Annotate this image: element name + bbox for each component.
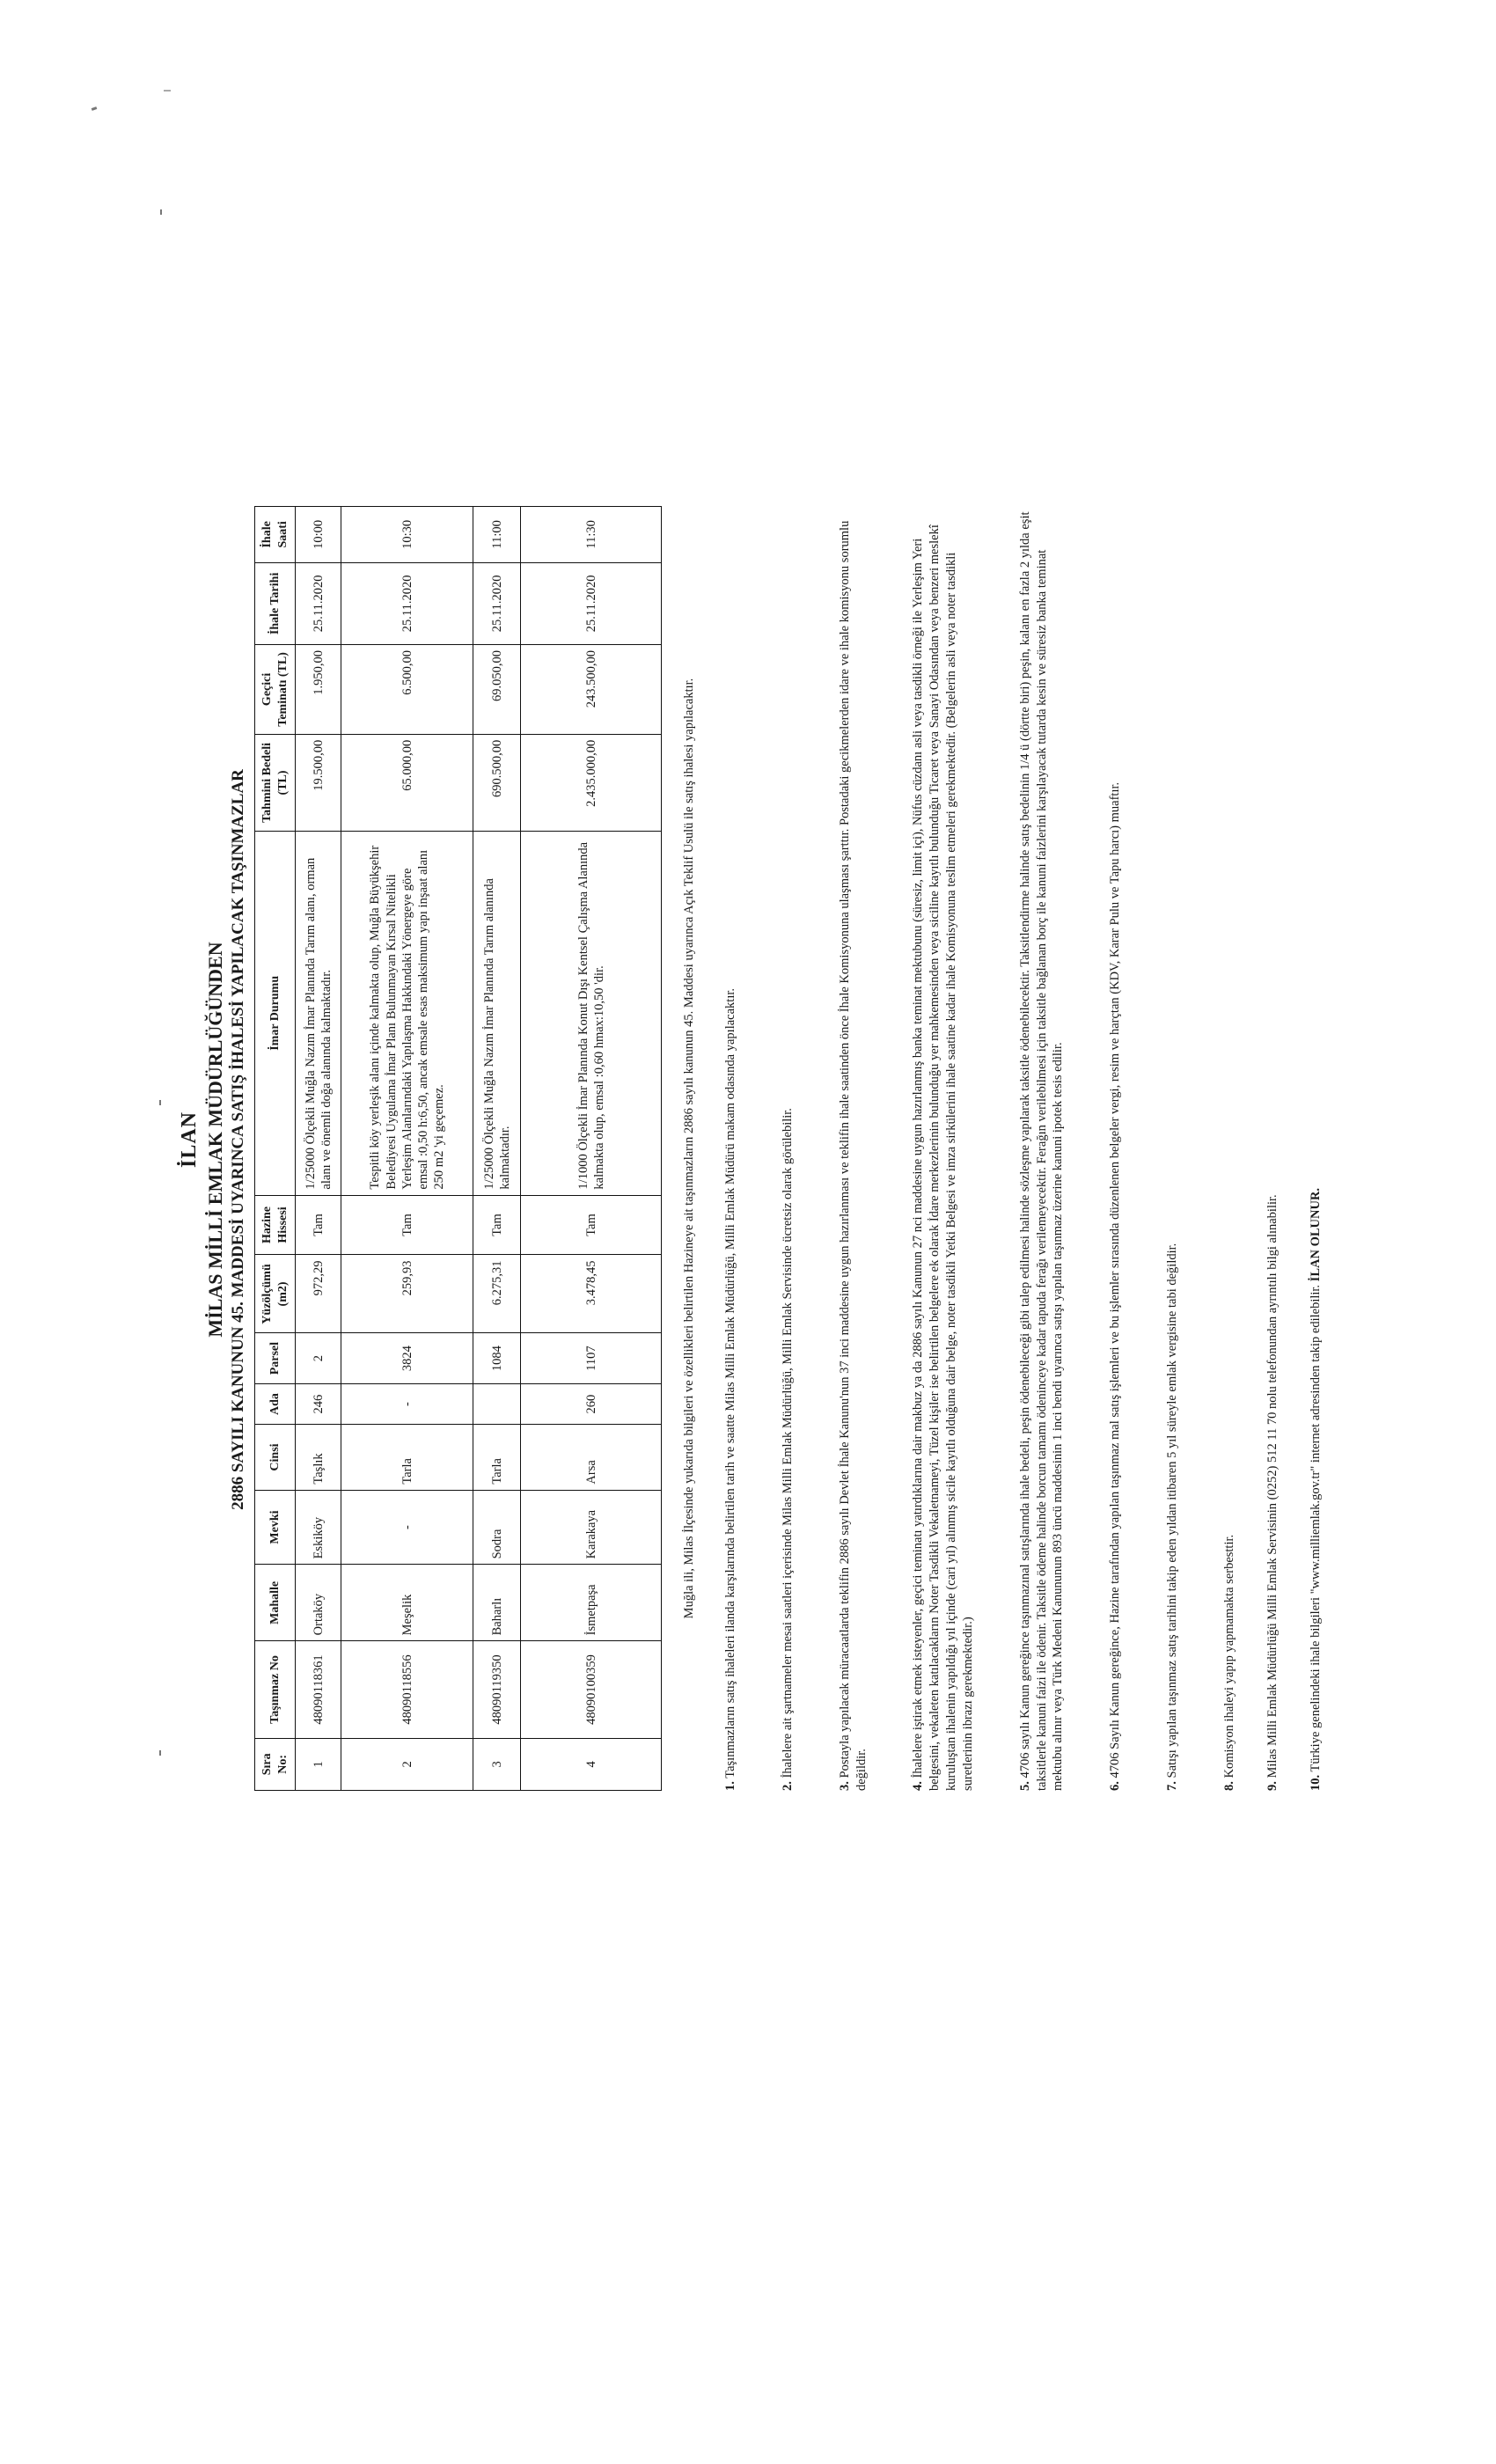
- cell-hisse: Tam: [341, 1195, 473, 1255]
- note-number: 2.: [780, 1781, 795, 1791]
- cell-tarih: 25.11.2020: [521, 562, 662, 644]
- cell-tasinmaz-no: 48090118556: [341, 1641, 473, 1738]
- cell-mahalle: Baharlı: [473, 1565, 521, 1641]
- scan-speck: [164, 90, 171, 92]
- cell-tasinmaz-no: 48090118361: [296, 1641, 341, 1738]
- cell-mahalle: Meşelik: [341, 1565, 473, 1641]
- cell-ada: [473, 1383, 521, 1425]
- col-tahmini-bedel: Tahmini Bedeli (TL): [255, 734, 296, 831]
- notes-intro: Muğla ili, Milas İlçesinde yukarıda bilgileri ve özellikleri belirtilen Hazineye ait taşınmazların 2886 sayılı kanunun 45. Maddesi uyarınca Açık Teklif Usulü ile satış ihalesi yapılacaktır.: [682, 678, 697, 1619]
- note-text: İhalelere iştirak etmek isteyenler, geçici teminatı yatırdıklarına dair makbuz ya da 2886 sayılı Kanunun 27 nci maddesine uygun hazırlanmış banka teminat mektubunu (süresiz, limit içi), Nüfus cüzdanı asli veya tasdikli örneği ile Yerleşim Yeri belgesini, vekaleten katılacakların Noter Tasdikli Vekaletnameyi, Tüzel kişiler ise belirtilen belgelere ek olarak İdare merkezlerinin bulunduğu yer mahkemesinden veya siciline kayıtlı bulunduğu Ticaret veya Sanayi Odasından veya benzeri meslekî kuruluştan ihalenin yapıldığı yıl içinde (cari yıl) alınmış sicile kayıtlı olduğuna dair belge, noter tasdikli Yetki Belgesi ve imza sirkülerini ihale saatine kadar ihale Komisyonuna teslim etmeleri gerekmektedir. (Belgelerin asli veya noter tasdikli suretlerinin ibrazı gerekmektedir.): [911, 524, 975, 1791]
- cell-sira: 1: [296, 1738, 341, 1790]
- note-text: İhalelere ait şartnameler mesai saatleri içerisinde Milas Milli Emlak Müdürlüğü, Milli Emlak Servisinde ücretsiz olarak görülebilir.: [780, 1108, 795, 1778]
- note-text: 4706 sayılı Kanun gereğince taşınmazınal satışlarında ihale bedeli, peşin ödenebileceği gibi talep edilmesi halinde sözleşme yapılarak taksitle ödenebilecektir. Taksitlendirme halinde satış bedelinin 1/4 ü (dörtte biri) peşin, kalanı en fazla 2 yılda eşit taksitlerle kanuni faizi ile ödenir. Taksitle ödeme halinde borcun tamamı ödeninceye kadar tapuda ferağı verilemeyecektir. Ferağın verilebilmesi için taksitle bağlanan borç ile kanuni faizlerini karşılayacak tutarda kesin ve süresiz banka teminat mektubu alınır veya Türk Medeni Kanununun 893 üncü maddesinin 1 inci bendi uyarınca satışı yapılan taşınmaz üzerine kanuni ipotek tesis edilir.: [1017, 511, 1066, 1791]
- scan-speck: [159, 1100, 161, 1105]
- cell-teminat: 69.050,00: [473, 645, 521, 735]
- note-text: Taşınmazların satış ihaleleri ilanda karşılarında belirtilen tarih ve saatte Milas Milli Emlak Müdürlüğü, Milli Emlak Müdürü makam odasında yapılacaktır.: [723, 987, 738, 1778]
- col-hazine-hissesi: Hazine Hissesi: [255, 1195, 296, 1255]
- cell-cinsi: Taşlık: [296, 1425, 341, 1490]
- col-yuzolcumu: Yüzölçümü (m2): [255, 1255, 296, 1333]
- note-text: Milas Milli Emlak Müdürlüğü Milli Emlak Servisinin (0252) 512 11 70 nolu telefonundan ayrıntılı bilgi alınabilir.: [1265, 1194, 1280, 1778]
- cell-parsel: 3824: [341, 1333, 473, 1383]
- note-text: Satışı yapılan taşınmaz satış tarihini takip eden yıldan itibaren 5 yıl süreyle emlak vergisine tabi değildir.: [1165, 1243, 1180, 1778]
- note-number: 1.: [723, 1781, 738, 1791]
- cell-saat: 10:30: [341, 507, 473, 563]
- note-item-2: [780, 506, 796, 1791]
- note-number: 3.: [837, 1781, 852, 1791]
- col-ihale-saati: İhale Saati: [255, 507, 296, 563]
- table-row: [473, 507, 521, 1791]
- cell-yuzolcumu: 972,29: [296, 1255, 341, 1333]
- cell-tasinmaz-no: 48090119350: [473, 1641, 521, 1738]
- note-text: 4706 Sayılı Kanun gereğince, Hazine tarafından yapılan taşınmaz mal satış işlemleri ve bu işlemler sırasında düzenlenen belgeler vergi, resim ve harçtan (KDV, Karar Pulu ve Tapu harcı) muaftır.: [1108, 781, 1123, 1778]
- cell-cinsi: Tarla: [341, 1425, 473, 1490]
- announcement-notes: [681, 488, 1324, 1791]
- note-number: 9.: [1265, 1781, 1280, 1791]
- cell-mahalle: Ortaköy: [296, 1565, 341, 1641]
- cell-mahalle: İsmetpaşa: [521, 1565, 662, 1641]
- cell-parsel: 1084: [473, 1333, 521, 1383]
- note-text: Türkiye genelindeki ihale bilgileri "www.milliemlak.gov.tr" internet adresinden takip edilebilir.: [1308, 1284, 1323, 1772]
- cell-tarih: 25.11.2020: [473, 562, 521, 644]
- note-item-1: [722, 506, 739, 1791]
- col-ihale-tarihi: İhale Tarihi: [255, 562, 296, 644]
- table-header-row: [255, 507, 296, 1791]
- col-cinsi: Cinsi: [255, 1425, 296, 1490]
- cell-mevki: Sodra: [473, 1490, 521, 1565]
- cell-tarih: 25.11.2020: [296, 562, 341, 644]
- col-mevki: Mevki: [255, 1490, 296, 1565]
- cell-parsel: 1107: [521, 1333, 662, 1383]
- cell-yuzolcumu: 259,93: [341, 1255, 473, 1333]
- cell-teminat: 6.500,00: [341, 645, 473, 735]
- note-number: 7.: [1165, 1781, 1180, 1791]
- cell-teminat: 1.950,00: [296, 645, 341, 735]
- col-parsel: Parsel: [255, 1333, 296, 1383]
- note-number: 5.: [1017, 1781, 1032, 1791]
- note-item-3: [837, 506, 870, 1791]
- cell-saat: 10:00: [296, 507, 341, 563]
- note-item-9: [1265, 506, 1281, 1791]
- cell-imar-durumu: 1/25000 Ölçekli Muğla Nazım İmar Planında Tarım alanında kalmaktadır.: [473, 832, 521, 1196]
- cell-bedel: 19.500,00: [296, 734, 341, 831]
- note-number: 8.: [1222, 1781, 1236, 1791]
- cell-mevki: Eskiköy: [296, 1490, 341, 1565]
- note-item-8: [1221, 506, 1238, 1791]
- property-table: [254, 506, 662, 1791]
- cell-parsel: 2: [296, 1333, 341, 1383]
- cell-hisse: Tam: [473, 1195, 521, 1255]
- note-item-10: [1308, 506, 1324, 1791]
- col-tasinmaz-no: Taşınmaz No: [255, 1641, 296, 1738]
- col-imar-durumu: İmar Durumu: [255, 832, 296, 1196]
- cell-yuzolcumu: 6.275,31: [473, 1255, 521, 1333]
- note-item-7: [1164, 506, 1181, 1791]
- table-row: [521, 507, 662, 1791]
- note-item-4: [910, 506, 976, 1791]
- note-number: 4.: [911, 1781, 926, 1791]
- note-number: 6.: [1108, 1781, 1123, 1791]
- note-text: Postayla yapılacak müracaatlarda teklifin 2886 sayılı Devlet İhale Kanunu'nun 37 inci maddesine uygun hazırlanması ve teklifin ihale saatinden önce İhale Komisyonuna ulaşması şarttır. Postadaki gecikmelerden idare ve ihale komisyonu sorumlu değildir.: [837, 520, 869, 1791]
- cell-bedel: 2.435.000,00: [521, 734, 662, 831]
- table-row: [296, 507, 341, 1791]
- scan-speck: [159, 1750, 161, 1756]
- scan-speck: [92, 106, 98, 111]
- cell-bedel: 690.500,00: [473, 734, 521, 831]
- cell-bedel: 65.000,00: [341, 734, 473, 831]
- cell-ada: 260: [521, 1383, 662, 1425]
- table-row: [341, 507, 473, 1791]
- heading-title: İLAN: [178, 1111, 201, 1169]
- note-item-5: [1017, 506, 1067, 1791]
- cell-sira: 3: [473, 1738, 521, 1790]
- cell-teminat: 243.500,00: [521, 645, 662, 735]
- cell-mevki: -: [341, 1490, 473, 1565]
- cell-tarih: 25.11.2020: [341, 562, 473, 644]
- cell-imar-durumu: 1/25000 Ölçekli Muğla Nazım İmar Planında Tarım alanı, orman alanı ve önemli doğa alanında kalmaktadır.: [296, 832, 341, 1196]
- cell-saat: 11:00: [473, 507, 521, 563]
- cell-ada: -: [341, 1383, 473, 1425]
- heading-office: MİLAS MİLLİ EMLAK MÜDÜRLÜĞÜNDEN: [203, 942, 226, 1338]
- cell-yuzolcumu: 3.478,45: [521, 1255, 662, 1333]
- closing-statement: İLAN OLUNUR.: [1308, 1187, 1323, 1282]
- col-gecici-teminat: Geçici Teminatı (TL): [255, 645, 296, 735]
- cell-imar-durumu: 1/1000 Ölçekli İmar Planında Konut Dışı Kentsel Çalışma Alanında kalmakta olup, emsal :0,60 hmax:10,50 'dir.: [521, 832, 662, 1196]
- cell-cinsi: Arsa: [521, 1425, 662, 1490]
- heading-subtitle: 2886 SAYILI KANUNUN 45. MADDESİ UYARINCA SATIŞ İHALESİ YAPILACAK TAŞINMAZLAR: [228, 769, 247, 1510]
- announcement-heading: [176, 488, 249, 1791]
- col-ada: Ada: [255, 1383, 296, 1425]
- rotated-announcement-page: [176, 488, 1496, 1791]
- col-sira-no: Sıra No:: [255, 1738, 296, 1790]
- col-mahalle: Mahalle: [255, 1565, 296, 1641]
- note-number: 10.: [1308, 1774, 1323, 1791]
- cell-mevki: Karakaya: [521, 1490, 662, 1565]
- cell-hisse: Tam: [296, 1195, 341, 1255]
- cell-saat: 11:30: [521, 507, 662, 563]
- scan-speck: [160, 209, 162, 215]
- note-text: Komisyon ihaleyi yapıp yapmamakta serbesttir.: [1222, 1534, 1236, 1778]
- note-item-6: [1107, 506, 1124, 1791]
- cell-tasinmaz-no: 48090100359: [521, 1641, 662, 1738]
- cell-sira: 2: [341, 1738, 473, 1790]
- cell-imar-durumu: Tespitli köy yerleşik alanı içinde kalmakta olup, Muğla Büyükşehir Belediyesi Uygulama İmar Planı Bulunmayan Kırsal Nitelikli Yerleşim Alanlarındaki Yapılaşma Hakkındaki Yönergeye göre emsal :0,50 h:6,50, ancak emsale esas maksimum yapı inşaat alanı 250 m2 'yi geçemez.: [341, 832, 473, 1196]
- cell-cinsi: Tarla: [473, 1425, 521, 1490]
- cell-sira: 4: [521, 1738, 662, 1790]
- cell-hisse: Tam: [521, 1195, 662, 1255]
- cell-ada: 246: [296, 1383, 341, 1425]
